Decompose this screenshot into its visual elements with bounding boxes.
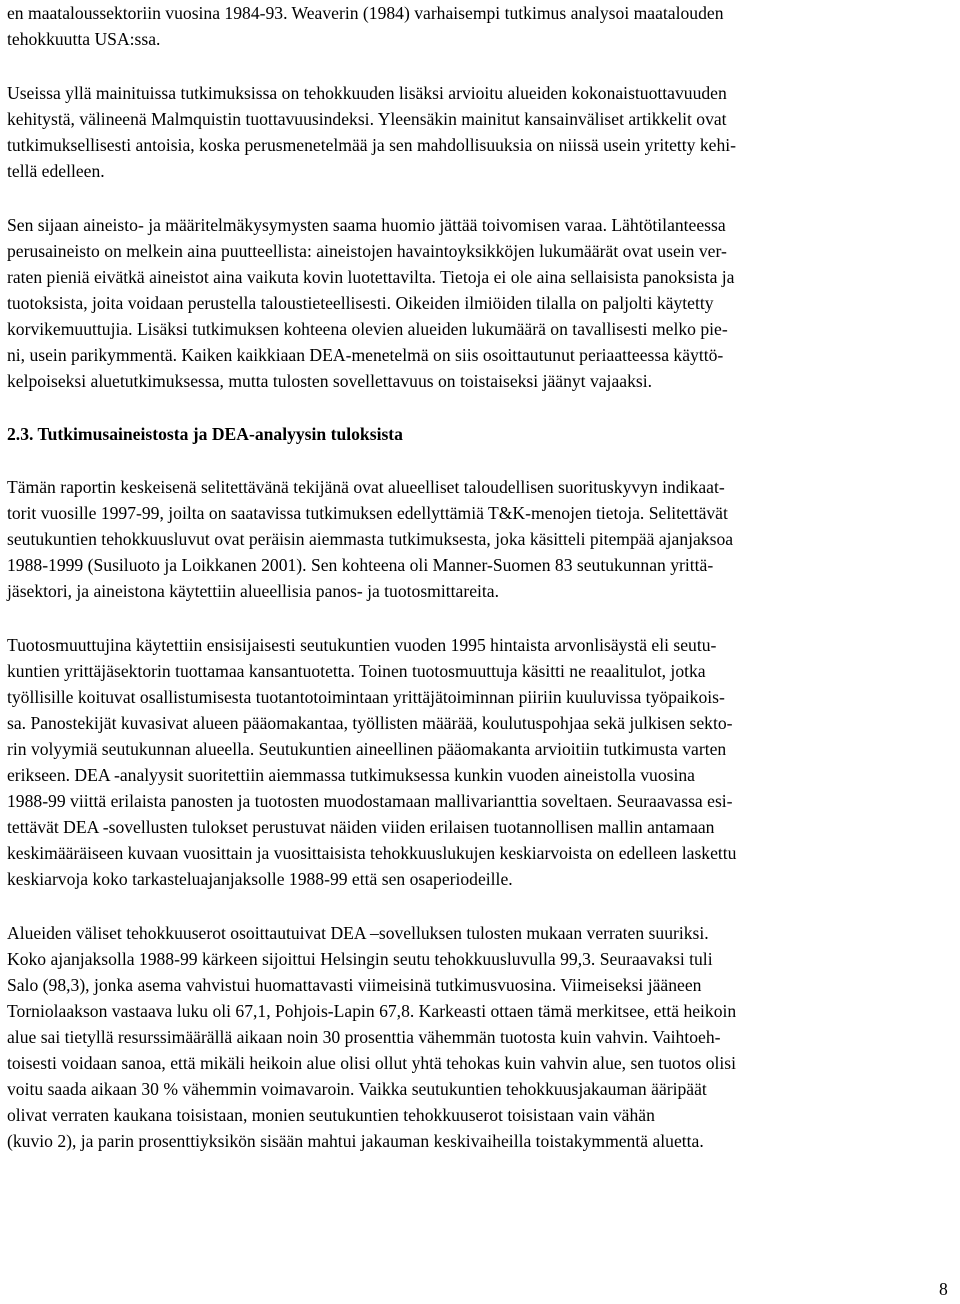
text-line: rin volyymiä seutukunnan alueella. Seutukuntien aineellinen pääomakanta arvioitiin tutkimusta varten xyxy=(7,739,727,759)
text-line: korvikemuuttujia. Lisäksi tutkimuksen kohteena olevien alueiden lukumäärä on tavallisesti melko pie- xyxy=(7,319,728,339)
text-line: keskimääräiseen kuvaan vuosittain ja vuosittaisista tehokkuuslukujen keskiarvoista on edelleen laskettu xyxy=(7,843,737,863)
text-line: alue sai tietyllä resurssimäärällä aikaan noin 30 prosenttia vähemmän tuotosta kuin vahvin. Vaihtoeh- xyxy=(7,1027,721,1047)
text-line: Tämän raportin keskeisenä selitettävänä tekijänä ovat alueelliset taloudellisen suorituskyvyn indikaat- xyxy=(7,477,725,497)
text-line: jäsektori, ja aineistona käytettiin alueellisia panos- ja tuotosmittareita. xyxy=(7,581,499,601)
text-line: en maataloussektoriin vuosina 1984-93. Weaverin (1984) varhaisempi tutkimus analysoi maatalouden xyxy=(7,3,724,23)
text-line: erikseen. DEA -analyysit suoritettiin aiemmassa tutkimuksessa kunkin vuoden aineistolla vuosina xyxy=(7,765,695,785)
text-line: Tuotosmuuttujina käytettiin ensisijaisesti seutukuntien vuoden 1995 hintaista arvonlisäystä eli seutu- xyxy=(7,635,717,655)
text-line: Salo (98,3), jonka asema vahvistui huomattavasti viimeisinä tutkimusvuosina. Viimeiseksi jääneen xyxy=(7,975,702,995)
text-line: raten pieniä eivätkä aineistot aina vaikuta kovin luotettavilta. Tietoja ei ole aina sellaisista panoksista ja xyxy=(7,267,735,287)
text-line: Torniolaakson vastaava luku oli 67,1, Pohjois-Lapin 67,8. Karkeasti ottaen tämä merkitsee, että heikoin xyxy=(7,1001,737,1021)
text-line: tutkimuksellisesti antoisia, koska perusmenetelmää ja sen mahdollisuuksia on niissä usein yritetty kehi- xyxy=(7,135,737,155)
text-line: perusaineisto on melkein aina puutteellista: aineistojen havaintoyksikköjen lukumäärät ovat usein ver- xyxy=(7,241,727,261)
text-line: 1988-99 viittä erilaista panosten ja tuotosten muodostamaan mallivarianttia soveltaen. Seuraavassa esi- xyxy=(7,791,733,811)
text-line: kehitystä, välineenä Malmquistin tuottavuusindeksi. Yleensäkin mainitut kansainväliset artikkelit ovat xyxy=(7,109,727,129)
text-line: tettävät DEA -sovellusten tulokset perustuvat näiden viiden erilaisen tuotannollisen mallin antamaan xyxy=(7,817,715,837)
text-line: Koko ajanjaksolla 1988-99 kärkeen sijoittui Helsingin seutu tehokkuusluvulla 99,3. Seuraavaksi tuli xyxy=(7,949,713,969)
text-line: Sen sijaan aineisto- ja määritelmäkysymysten saama huomio jättää toivomisen varaa. Lähtötilanteessa xyxy=(7,215,726,235)
text-line: kelpoiseksi aluetutkimuksessa, mutta tulosten sovellettavuus on toistaiseksi jäänyt vajaaksi. xyxy=(7,371,652,391)
text-line: keskiarvoja koko tarkasteluajanjaksolle 1988-99 että sen osaperiodeille. xyxy=(7,869,513,889)
text-line: olivat verraten kaukana toisistaan, monien seutukuntien tehokkuuserot toisistaan vain vähän xyxy=(7,1105,655,1125)
text-line: 1988-1999 (Susiluoto ja Loikkanen 2001). Sen kohteena oli Manner-Suomen 83 seutukunnan yrittä- xyxy=(7,555,714,575)
text-line: seutukuntien tehokkuusluvut ovat peräisin aiemmasta tutkimuksesta, joka käsitteli pitempää ajanjaksoa xyxy=(7,529,734,549)
page-number: 8 xyxy=(939,1279,948,1299)
text-line: voitu saada aikaan 30 % vähemmin voimavaroin. Vaikka seutukuntien tehokkuusjakauman ääripäät xyxy=(7,1079,707,1099)
text-line: ni, usein parikymmentä. Kaiken kaikkiaan DEA-menetelmä on siis osoittautunut periaatteessa käyttö- xyxy=(7,345,724,365)
text-line: (kuvio 2), ja parin prosenttiyksikön sisään mahtui jakauman keskivaiheilla toistakymmentä aluetta. xyxy=(7,1131,704,1151)
text-line: tellä edelleen. xyxy=(7,161,105,181)
section-heading: 2.3. Tutkimusaineistosta ja DEA-analyysin tuloksista xyxy=(7,424,403,444)
text-line: torit vuosille 1997-99, joilta on saatavissa tutkimuksen edellyttämiä T&K-menojen tietoja. Selitettävät xyxy=(7,503,728,523)
text-line: toisesti voidaan sanoa, että mikäli heikoin alue olisi ollut yhtä tehokas kuin vahvin alue, sen tuotos olisi xyxy=(7,1053,737,1073)
text-line: tuotoksista, joita voidaan perustella taloustieteellisesti. Oikeiden ilmiöiden tilalla on paljolti käytetty xyxy=(7,293,714,313)
text-line: sa. Panostekijät kuvasivat alueen pääomakantaa, työllisten määrää, koulutuspohjaa sekä julkisen sekto- xyxy=(7,713,733,733)
text-line: Useissa yllä mainituissa tutkimuksissa on tehokkuuden lisäksi arvioitu alueiden kokonaistuottavuuden xyxy=(7,83,727,103)
text-line: Alueiden väliset tehokkuuserot osoittautuivat DEA –sovelluksen tulosten mukaan verraten suuriksi. xyxy=(7,923,709,943)
text-line: työllisille koituvat osallistumisesta tuotantotoimintaan yrittäjätoiminnan piiriin kuuluvissa työpaikois- xyxy=(7,687,725,707)
text-line: kuntien yrittäjäsektorin tuottamaa kansantuotetta. Toinen tuotosmuuttuja käsitti ne reaalitulot, jotka xyxy=(7,661,706,681)
text-line: tehokkuutta USA:ssa. xyxy=(7,29,161,49)
